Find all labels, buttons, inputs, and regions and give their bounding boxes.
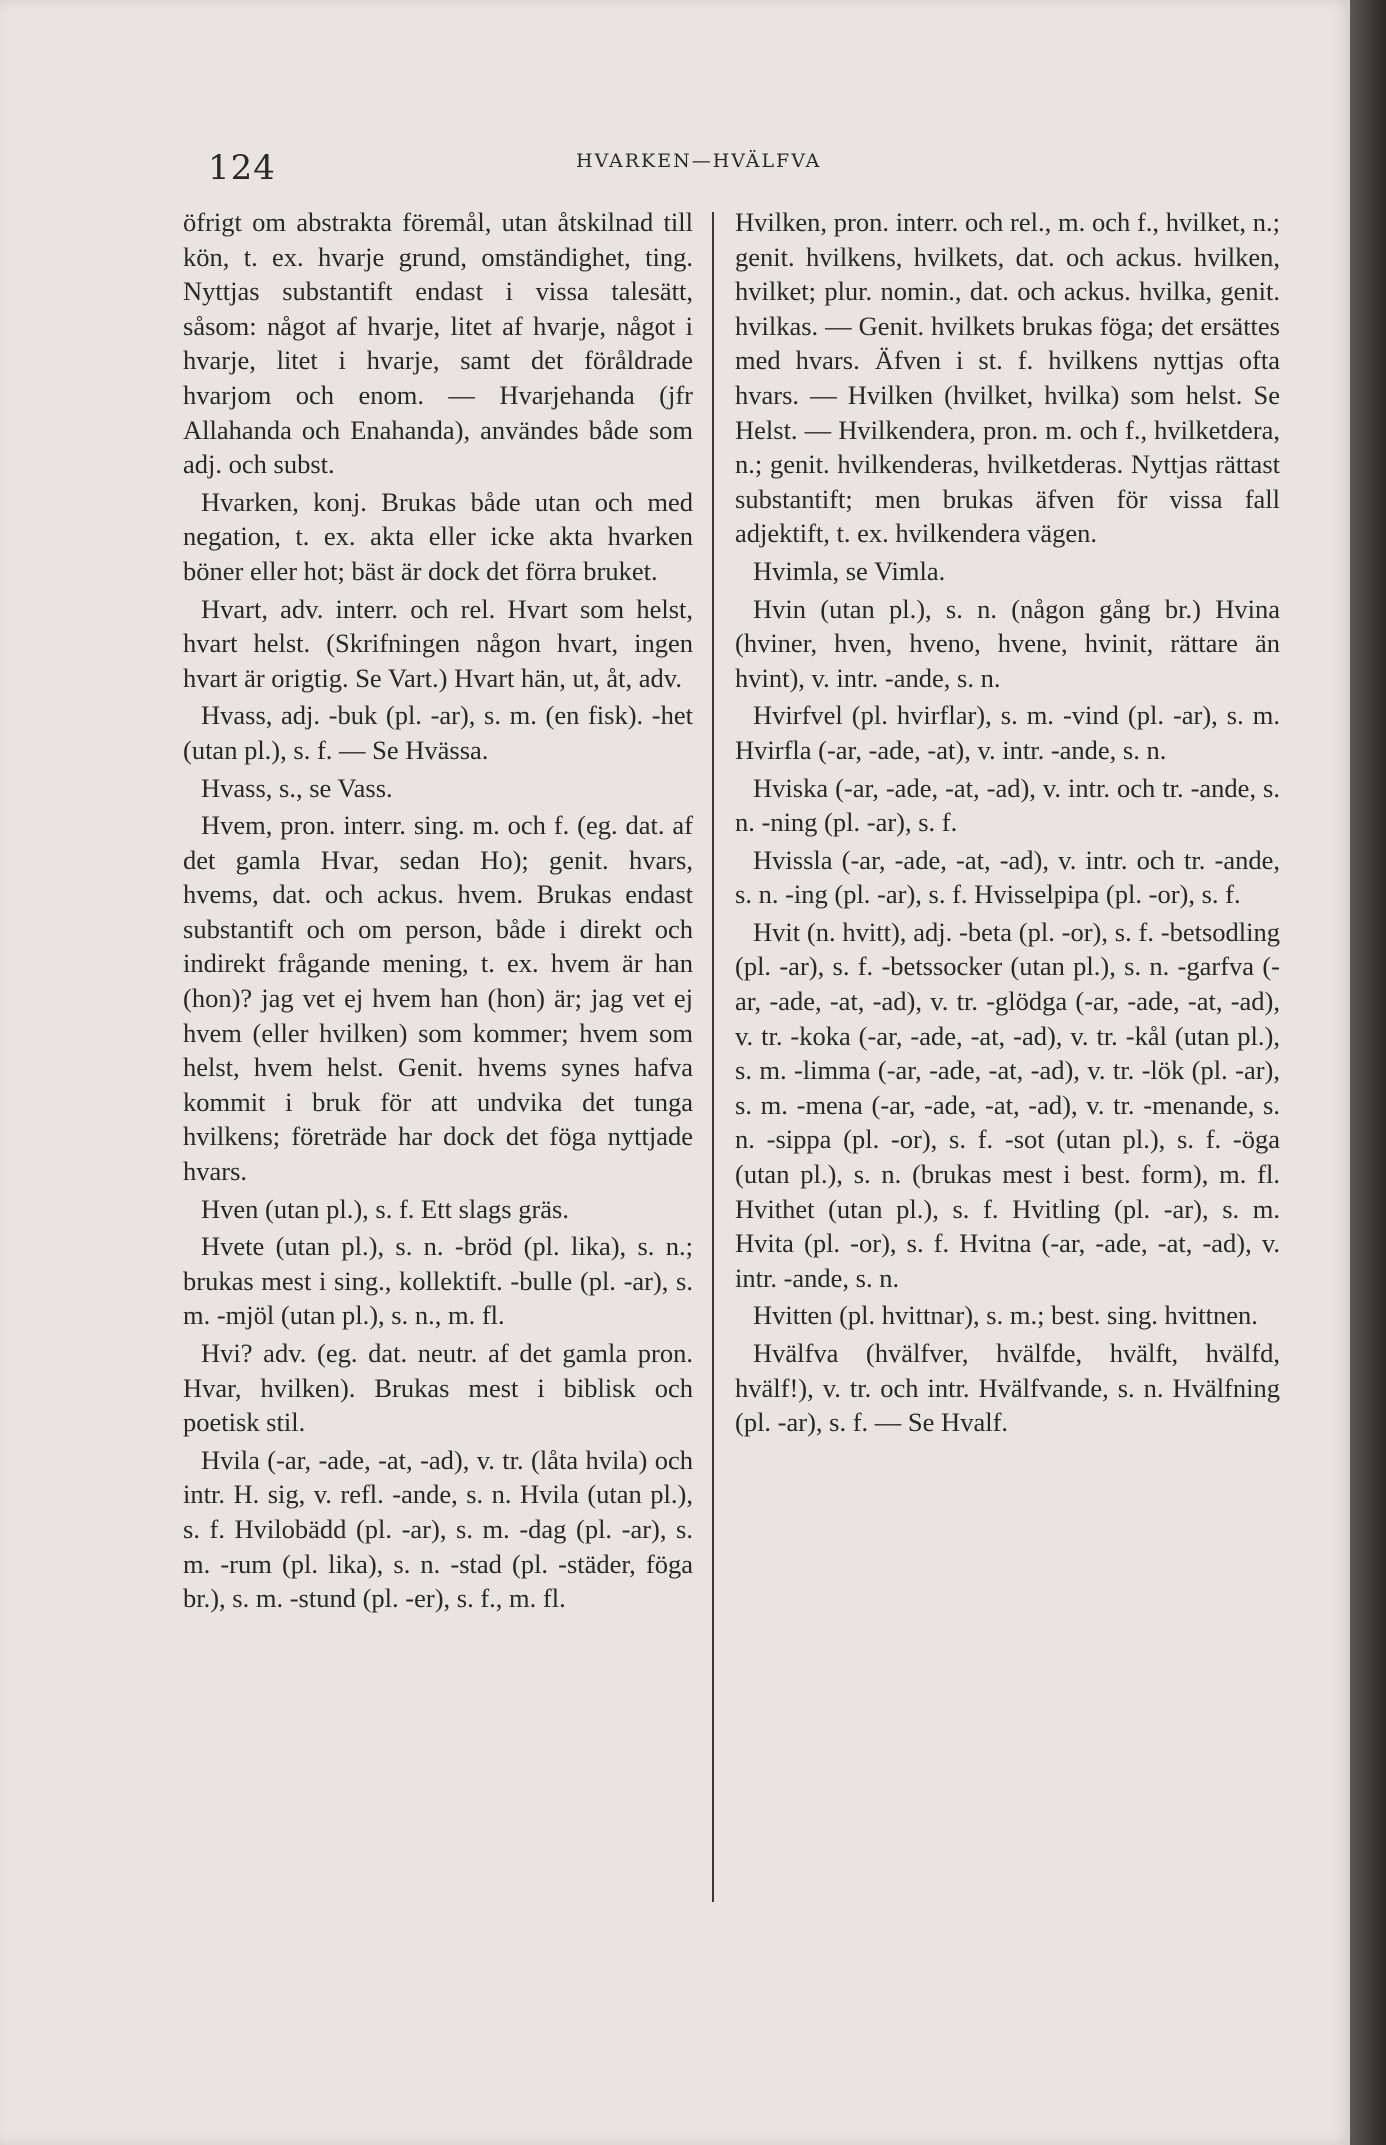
entry: Hvarken, konj. Brukas både utan och med negation, t. ex. akta eller icke akta hvarken böner eller hot; bäst är dock det förra bruket. xyxy=(183,486,693,586)
entry: Hvi? adv. (eg. dat. neutr. af det gamla pron. Hvar, hvilken). Brukas mest i biblisk och poetisk stil. xyxy=(183,1338,693,1438)
entry: Hvimla, se Vimla. xyxy=(753,555,946,586)
entry: Hvitten (pl. hvittnar), s. m.; best. sing. hvittnen. xyxy=(753,1300,1258,1331)
entry: Hvem, pron. interr. sing. m. och f. (eg. dat. af det gamla Hvar, sedan Ho); genit. hvars, hvems, dat. och ackus. hvem. Brukas endast substantift och om person, både i direkt och indirekt frågande mening, t. ex. hvem är han (hon)? jag vet ej hvem han (hon) är; jag vet ej hvem (eller hvilken) som kommer; hvem som helst, hvem helst. Genit. hvems synes hafva kommit i bruk för att undvika det tunga hvilkens; företräde har dock det föga nyttjade hvars. xyxy=(183,810,693,1187)
right-column xyxy=(735,205,1280,1443)
entry: Hvila (-ar, -ade, -at, -ad), v. tr. (låta hvila) och intr. H. sig, v. refl. -ande, s. n. Hvila (utan pl.), s. f. Hvilobädd (pl. -ar), s. m. -dag (pl. -ar), s. m. -rum (pl. lika), s. n. -stad (pl. -städer, föga br.), s. m. -stund (pl. -er), s. f., m. fl. xyxy=(183,1444,693,1614)
entry: Hviska (-ar, -ade, -at, -ad), v. intr. och tr. -ande, s. n. -ning (pl. -ar), s. f. xyxy=(735,772,1280,838)
entry: Hvälfva (hvälfver, hvälfde, hvälft, hvälfd, hvälf!), v. tr. och intr. Hvälfvande, s. n. Hvälfning (pl. -ar), s. f. — Se Hvalf. xyxy=(735,1338,1280,1438)
entry: Hvilken, pron. interr. och rel., m. och f., hvilket, n.; genit. hvilkens, hvilkets, dat. och ackus. hvilken, hvilket; plur. nomin., dat. och ackus. hvilka, genit. hvilkas. — Genit. hvilkets brukas föga; det ersättes med hvars. Äfven i st. f. hvilkens nyttjas ofta hvars. — Hvilken (hvilket, hvilka) som helst. Se Helst. — Hvilkendera, pron. m. och f., hvilketdera, n.; genit. hvilkenderas, hvilketderas. Nyttjas rättast substantift; men brukas äfven för vissa fall adjektift, t. ex. hvilkendera vägen. xyxy=(735,207,1280,549)
entry: Hvete (utan pl.), s. n. -bröd (pl. lika), s. n.; brukas mest i sing., kollektift. -bulle (pl. -ar), s. m. -mjöl (utan pl.), s. n., m. fl. xyxy=(183,1231,693,1331)
entry: Hvissla (-ar, -ade, -at, -ad), v. intr. och tr. -ande, s. n. -ing (pl. -ar), s. f. Hvisselpipa (pl. -or), s. f. xyxy=(735,844,1280,910)
entry: Hvit (n. hvitt), adj. -beta (pl. -or), s. f. -betsodling (pl. -ar), s. f. -betssocker (utan pl.), s. n. -garfva (-ar, -ade, -at, -ad), v. tr. -glödga (-ar, -ade, -at, -ad), v. tr. -koka (-ar, -ade, -at, -ad), v. tr. -kål (utan pl.), s. m. -limma (-ar, -ade, -at, -ad), v. tr. -lök (pl. -ar), s. m. -mena (-ar, -ade, -at, -ad), v. tr. -menande, s. n. -sippa (pl. -or), s. f. -sot (utan pl.), s. f. -öga (utan pl.), s. n. (brukas mest i best. form), m. fl. Hvithet (utan pl.), s. f. Hvitling (pl. -ar), s. m. Hvita (pl. -or), s. f. Hvitna (-ar, -ade, -at, -ad), v. intr. -ande, s. n. xyxy=(735,916,1280,1293)
entry: öfrigt om abstrakta föremål, utan åtskilnad till kön, t. ex. hvarje grund, omständighet, ting. Nyttjas substantift endast i vissa talesätt, såsom: något af hvarje, litet af hvarje, något i hvarje, litet i hvarje, samt det föråldrade hvarjom och enom. — Hvarjehanda (jfr Allahanda och Enahanda), användes både som adj. och subst. xyxy=(183,207,693,480)
entry: Hvirfvel (pl. hvirflar), s. m. -vind (pl. -ar), s. m. Hvirfla (-ar, -ade, -at), v. intr. -ande, s. n. xyxy=(735,700,1280,765)
left-column xyxy=(183,205,693,1619)
entry: Hvass, adj. -buk (pl. -ar), s. m. (en fisk). -het (utan pl.), s. f. — Se Hvässa. xyxy=(183,700,693,765)
page-edge xyxy=(1350,0,1386,2145)
entry: Hvart, adv. interr. och rel. Hvart som helst, hvart helst. (Skrifningen någon hvart, ingen hvart är origtig. Se Vart.) Hvart hän, ut, åt, adv. xyxy=(183,593,693,693)
page-number: 124 xyxy=(208,148,276,188)
entry: Hvin (utan pl.), s. n. (någon gång br.) Hvina (hviner, hven, hveno, hvene, hvinit, rättare än hvint), v. intr. -ande, s. n. xyxy=(735,593,1280,693)
entry: Hven (utan pl.), s. f. Ett slags gräs. xyxy=(201,1193,569,1224)
column-divider xyxy=(712,212,714,1902)
entry: Hvass, s., se Vass. xyxy=(201,772,393,803)
running-head: HVARKEN—HVÄLFVA xyxy=(576,150,822,172)
